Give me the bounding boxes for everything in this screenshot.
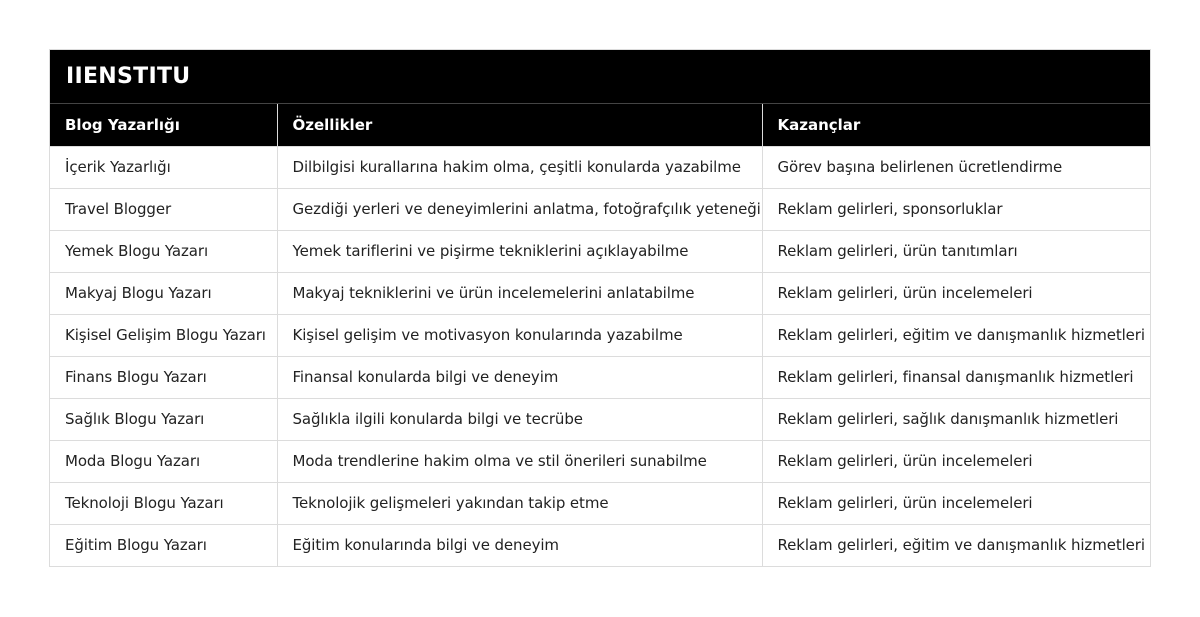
cell-blog-type: Finans Blogu Yazarı xyxy=(50,356,277,398)
cell-features: Dilbilgisi kurallarına hakim olma, çeşitli konularda yazabilme xyxy=(277,146,762,188)
table-row xyxy=(50,188,1150,230)
cell-blog-type: Moda Blogu Yazarı xyxy=(50,440,277,482)
cell-earnings: Reklam gelirleri, ürün incelemeleri xyxy=(762,272,1150,314)
column-header-earnings: Kazançlar xyxy=(762,104,1150,146)
cell-blog-type: Eğitim Blogu Yazarı xyxy=(50,524,277,566)
cell-earnings: Reklam gelirleri, ürün incelemeleri xyxy=(762,482,1150,524)
cell-features: Yemek tariflerini ve pişirme tekniklerini açıklayabilme xyxy=(277,230,762,272)
cell-earnings: Görev başına belirlenen ücretlendirme xyxy=(762,146,1150,188)
table-row xyxy=(50,482,1150,524)
cell-blog-type: İçerik Yazarlığı xyxy=(50,146,277,188)
cell-features: Kişisel gelişim ve motivasyon konularında yazabilme xyxy=(277,314,762,356)
cell-features: Makyaj tekniklerini ve ürün incelemelerini anlatabilme xyxy=(277,272,762,314)
table-row xyxy=(50,314,1150,356)
cell-blog-type: Makyaj Blogu Yazarı xyxy=(50,272,277,314)
table-row xyxy=(50,272,1150,314)
cell-earnings: Reklam gelirleri, sponsorluklar xyxy=(762,188,1150,230)
table-row xyxy=(50,230,1150,272)
blog-writing-table xyxy=(50,104,1150,566)
cell-features: Gezdiği yerleri ve deneyimlerini anlatma, fotoğrafçılık yeteneği xyxy=(277,188,762,230)
cell-earnings: Reklam gelirleri, ürün tanıtımları xyxy=(762,230,1150,272)
data-table-container xyxy=(49,49,1151,567)
cell-features: Finansal konularda bilgi ve deneyim xyxy=(277,356,762,398)
cell-features: Teknolojik gelişmeleri yakından takip etme xyxy=(277,482,762,524)
cell-features: Eğitim konularında bilgi ve deneyim xyxy=(277,524,762,566)
brand-title: IIENSTITU xyxy=(50,50,1150,104)
cell-blog-type: Kişisel Gelişim Blogu Yazarı xyxy=(50,314,277,356)
cell-blog-type: Sağlık Blogu Yazarı xyxy=(50,398,277,440)
cell-earnings: Reklam gelirleri, finansal danışmanlık hizmetleri xyxy=(762,356,1150,398)
table-header-row xyxy=(50,104,1150,146)
table-row xyxy=(50,356,1150,398)
cell-earnings: Reklam gelirleri, sağlık danışmanlık hizmetleri xyxy=(762,398,1150,440)
cell-earnings: Reklam gelirleri, eğitim ve danışmanlık hizmetleri xyxy=(762,314,1150,356)
cell-earnings: Reklam gelirleri, ürün incelemeleri xyxy=(762,440,1150,482)
cell-features: Moda trendlerine hakim olma ve stil önerileri sunabilme xyxy=(277,440,762,482)
cell-blog-type: Yemek Blogu Yazarı xyxy=(50,230,277,272)
table-row xyxy=(50,440,1150,482)
table-row xyxy=(50,146,1150,188)
column-header-blog-type: Blog Yazarlığı xyxy=(50,104,277,146)
cell-blog-type: Teknoloji Blogu Yazarı xyxy=(50,482,277,524)
table-row xyxy=(50,398,1150,440)
cell-earnings: Reklam gelirleri, eğitim ve danışmanlık hizmetleri xyxy=(762,524,1150,566)
column-header-features: Özellikler xyxy=(277,104,762,146)
table-row xyxy=(50,524,1150,566)
cell-blog-type: Travel Blogger xyxy=(50,188,277,230)
cell-features: Sağlıkla ilgili konularda bilgi ve tecrübe xyxy=(277,398,762,440)
